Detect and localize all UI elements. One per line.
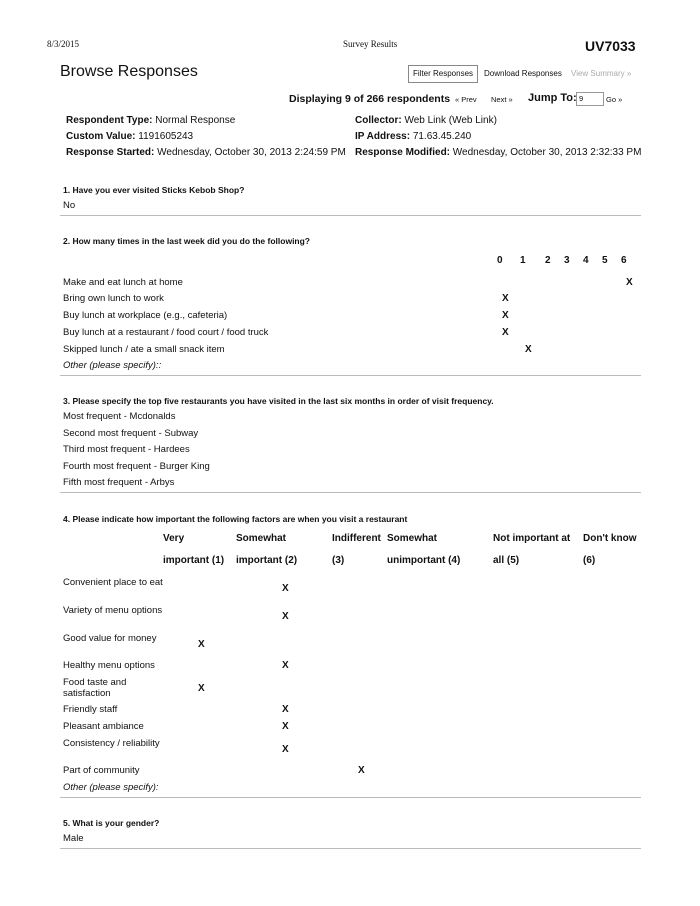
q2-column-header: 6 <box>621 255 627 266</box>
q2-row-mark: X <box>502 327 509 338</box>
go-button[interactable]: Go » <box>606 95 623 104</box>
q3-answer: Second most frequent - Subway <box>63 428 199 439</box>
divider <box>60 797 641 798</box>
jump-to-input[interactable]: 9 <box>576 92 604 106</box>
q4-column-header: Not important at <box>493 533 571 544</box>
answer-5: Male <box>63 833 84 844</box>
q4-row-label: Variety of menu options <box>63 605 163 616</box>
respondent-type: Respondent Type: Normal Response <box>66 115 236 126</box>
divider <box>60 492 641 493</box>
q4-row-label: Good value for money <box>63 633 157 644</box>
divider <box>60 848 641 849</box>
q4-column-header: Don't know <box>583 533 637 544</box>
q2-row-mark: X <box>525 344 532 355</box>
jump-to-label: Jump To: <box>528 92 577 104</box>
q2-row-label: Buy lunch at a restaurant / food court / food truck <box>63 327 269 338</box>
response-modified: Response Modified: Wednesday, October 30, 2013 2:32:33 PM <box>355 147 642 158</box>
q4-row-mark: X <box>282 721 289 732</box>
q2-row-mark: X <box>626 277 633 288</box>
q3-answer: Third most frequent - Hardees <box>63 444 190 455</box>
q2-column-header: 1 <box>520 255 526 266</box>
q4-row-mark: X <box>198 639 205 650</box>
q2-column-header: 2 <box>545 255 551 266</box>
custom-value: Custom Value: 1191605243 <box>66 131 194 142</box>
q2-row-label: Bring own lunch to work <box>63 293 164 304</box>
displaying-count: Displaying 9 of 266 respondents <box>289 93 451 105</box>
q4-column-header: (3) <box>332 555 345 566</box>
q4-row-mark: X <box>282 611 289 622</box>
question-5: 5. What is your gender? <box>63 818 160 828</box>
q4-row-label: Consistency / reliability <box>63 738 160 749</box>
q2-row-label: Skipped lunch / ate a small snack item <box>63 344 225 355</box>
q4-row-label: Pleasant ambiance <box>63 721 144 732</box>
q4-row-mark: X <box>282 704 289 715</box>
q4-row-label: Friendly staff <box>63 704 118 715</box>
q4-row-label: Healthy menu options <box>63 660 155 671</box>
divider <box>60 375 641 376</box>
next-link[interactable]: Next » <box>491 95 513 104</box>
q4-row-label: Convenient place to eat <box>63 577 163 588</box>
q3-answer: Fifth most frequent - Arbys <box>63 477 175 488</box>
q4-row-mark: X <box>282 660 289 671</box>
download-responses-link[interactable]: Download Responses <box>484 69 562 78</box>
survey-id: UV7033 <box>585 38 636 54</box>
q4-column-header: (6) <box>583 555 596 566</box>
q4-row-label: Food taste and satisfaction <box>63 677 127 699</box>
q2-column-header: 0 <box>497 255 503 266</box>
q4-row-mark: X <box>198 683 205 694</box>
ip-address: IP Address: 71.63.45.240 <box>355 131 472 142</box>
q4-column-header: all (5) <box>493 555 520 566</box>
q4-row-mark: X <box>282 583 289 594</box>
q4-column-header: Indifferent <box>332 533 381 544</box>
q4-row-label: Part of community <box>63 765 140 776</box>
filter-responses-button[interactable]: Filter Responses <box>408 65 478 83</box>
q2-row-mark: X <box>502 310 509 321</box>
prev-link[interactable]: « Prev <box>455 95 477 104</box>
question-1: 1. Have you ever visited Sticks Kebob Shop? <box>63 185 245 195</box>
collector: Collector: Web Link (Web Link) <box>355 115 497 126</box>
q3-answer: Most frequent - Mcdonalds <box>63 411 176 422</box>
q2-column-header: 5 <box>602 255 608 266</box>
question-4: 4. Please indicate how important the following factors are when you visit a restaurant <box>63 514 408 524</box>
print-title: Survey Results <box>343 39 398 49</box>
q2-row-label: Buy lunch at workplace (e.g., cafeteria) <box>63 310 228 321</box>
q4-row-mark: X <box>282 744 289 755</box>
q4-column-header: important (2) <box>236 555 298 566</box>
q4-column-header: Somewhat <box>236 533 287 544</box>
q4-column-header: Very <box>163 533 185 544</box>
response-started: Response Started: Wednesday, October 30, 2013 2:24:59 PM <box>66 147 346 158</box>
q4-column-header: Somewhat <box>387 533 438 544</box>
q4-other: Other (please specify): <box>63 782 159 793</box>
q2-row-mark: X <box>502 293 509 304</box>
print-date: 8/3/2015 <box>47 39 80 49</box>
answer-1: No <box>63 200 76 211</box>
q2-row-label: Make and eat lunch at home <box>63 277 183 288</box>
page-title: Browse Responses <box>60 63 198 80</box>
q4-column-header: unimportant (4) <box>387 555 461 566</box>
q4-column-header: important (1) <box>163 555 225 566</box>
q2-column-header: 3 <box>564 255 570 266</box>
question-2: 2. How many times in the last week did you do the following? <box>63 236 311 246</box>
question-3: 3. Please specify the top five restaurants you have visited in the last six months in order of visit frequency. <box>63 396 494 406</box>
q2-other: Other (please specify):: <box>63 360 162 371</box>
view-summary-link[interactable]: View Summary » <box>571 69 632 78</box>
q2-column-header: 4 <box>583 255 589 266</box>
divider <box>60 215 641 216</box>
q3-answer: Fourth most frequent - Burger King <box>63 461 210 472</box>
q4-row-mark: X <box>358 765 365 776</box>
